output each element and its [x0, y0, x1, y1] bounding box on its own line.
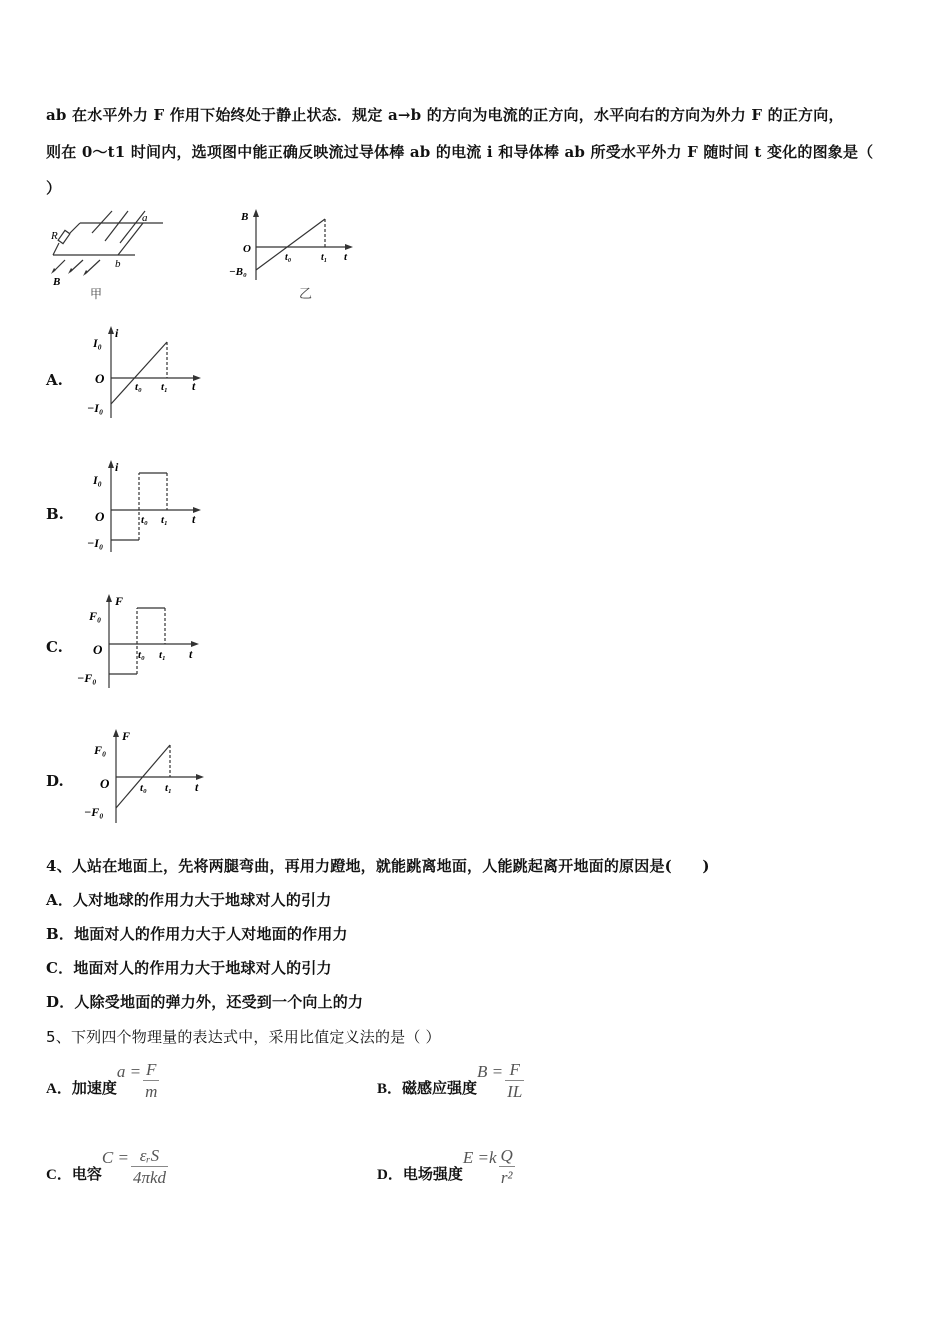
pos-I0-label: I₀ [93, 473, 102, 487]
formula-lhs: B = [477, 1061, 504, 1081]
t1-label: t₁ [161, 381, 168, 393]
rail-circuit-diagram [45, 205, 170, 305]
origin-label: O [243, 243, 251, 255]
fraction: $\frac{F}{m}$ [145, 1060, 158, 1101]
q4-option-b[interactable]: B．地面对人的作用力大于人对地面的作用力 [46, 925, 348, 943]
q5-option-a[interactable] [46, 1060, 159, 1103]
fraction: $\frac{F}{IL}$ [507, 1060, 523, 1101]
neg-I0-label: −I₀ [87, 536, 104, 550]
q4-option-a[interactable]: A．人对地球的作用力大于地球对人的引力 [46, 891, 332, 909]
q3-option-c-label[interactable]: C. [46, 638, 63, 656]
q3-stem-line-1: ab 在水平外力 F 作用下始终处于静止状态．规定 a→b 的方向为电流的正方向，水平向右的方向为外力 F 的正方向， [46, 106, 844, 124]
t1-label: t₁ [161, 514, 168, 526]
label-R: R [51, 230, 58, 242]
q5-stem: 5、下列四个物理量的表达式中，采用比值定义法的是（ ） [46, 1028, 441, 1046]
t0-label: t₀ [140, 782, 147, 794]
label-b: b [115, 258, 121, 270]
axis-label-t: t [344, 251, 348, 263]
axis-label-t: t [189, 647, 193, 661]
q3-option-c-graph[interactable] [75, 590, 210, 690]
fraction: $\frac{Q}{\text{r²}}$ [500, 1146, 513, 1187]
q5-option-d[interactable] [377, 1146, 515, 1189]
formula-lhs: E =k [462, 1147, 497, 1167]
t0-label: t₀ [138, 649, 145, 661]
formula-lhs: C = [101, 1147, 129, 1167]
axis-label-t: t [192, 512, 196, 526]
neg-I0-label: −I₀ [87, 401, 104, 415]
figure-jia [45, 205, 170, 305]
q3-option-a-graph[interactable] [85, 322, 210, 422]
origin-label: O [95, 509, 105, 524]
t1-label: t₁ [165, 782, 172, 794]
caption-yi: 乙 [299, 287, 313, 302]
axis-label-B: B [241, 211, 249, 223]
t0-label: t₀ [135, 381, 142, 393]
origin-label: O [100, 776, 110, 791]
pos-F0-label: F₀ [89, 609, 102, 623]
t1-label: t₁ [321, 252, 328, 263]
option-label: D．电场强度 [377, 1165, 463, 1183]
pos-I0-label: I₀ [93, 336, 102, 350]
b-t-graph [225, 205, 360, 305]
option-label: A．加速度 [46, 1079, 117, 1097]
q4-stem: 4、人站在地面上，先将两腿弯曲，再用力蹬地，就能跳离地面，人能跳起离开地面的原因是( ) [46, 857, 710, 875]
axis-label-t: t [192, 379, 196, 393]
label-a: a [142, 212, 148, 224]
q3-option-b-graph[interactable] [85, 456, 210, 556]
axis-label-i: i [115, 326, 119, 340]
q3-option-d-label[interactable]: D. [46, 772, 64, 790]
q4-option-d[interactable]: D．人除受地面的弹力外，还受到一个向上的力 [46, 993, 364, 1011]
option-label: C．电容 [46, 1165, 102, 1183]
q5-option-c[interactable] [46, 1146, 168, 1189]
f-t-graph-step [75, 590, 210, 690]
origin-label: O [93, 642, 103, 657]
i-t-graph-linear [85, 322, 210, 422]
t0-label: t₀ [141, 514, 148, 526]
axis-label-i: i [115, 460, 119, 474]
t0-label: t₀ [285, 252, 292, 263]
option-label: B．磁感应强度 [377, 1079, 478, 1097]
i-t-graph-step [85, 456, 210, 556]
f-t-graph-linear [82, 725, 212, 825]
figure-yi [225, 205, 360, 305]
q4-option-c[interactable]: C．地面对人的作用力大于地球对人的引力 [46, 959, 332, 977]
q3-option-d-graph[interactable] [82, 725, 212, 825]
label-B: B [53, 276, 61, 288]
origin-label: O [95, 371, 105, 386]
q5-option-b[interactable] [377, 1060, 524, 1103]
neg-F0-label: −F₀ [84, 805, 104, 819]
q3-stem-line-3: ） [46, 179, 62, 197]
axis-label-F: F [122, 729, 131, 743]
caption-jia: 甲 [90, 287, 103, 301]
pos-F0-label: F₀ [94, 743, 107, 757]
neg-B0-label: −B₀ [229, 266, 247, 278]
q3-stem-line-2: 则在 0～t1 时间内，选项图中能正确反映流过导体棒 ab 的电流 i 和导体棒 ab 所受水平外力 F 随时间 t 变化的图象是（ [46, 143, 874, 161]
neg-F0-label: −F₀ [77, 671, 97, 685]
formula-lhs: a = [116, 1061, 142, 1081]
q3-option-a-label[interactable]: A. [46, 371, 63, 389]
fraction: $\frac{\text{εᵣS}}{\text{4πkd}}$ [132, 1146, 166, 1187]
axis-label-t: t [195, 780, 199, 794]
axis-label-F: F [115, 594, 124, 608]
t1-label: t₁ [159, 649, 166, 661]
q3-option-b-label[interactable]: B. [46, 505, 64, 523]
